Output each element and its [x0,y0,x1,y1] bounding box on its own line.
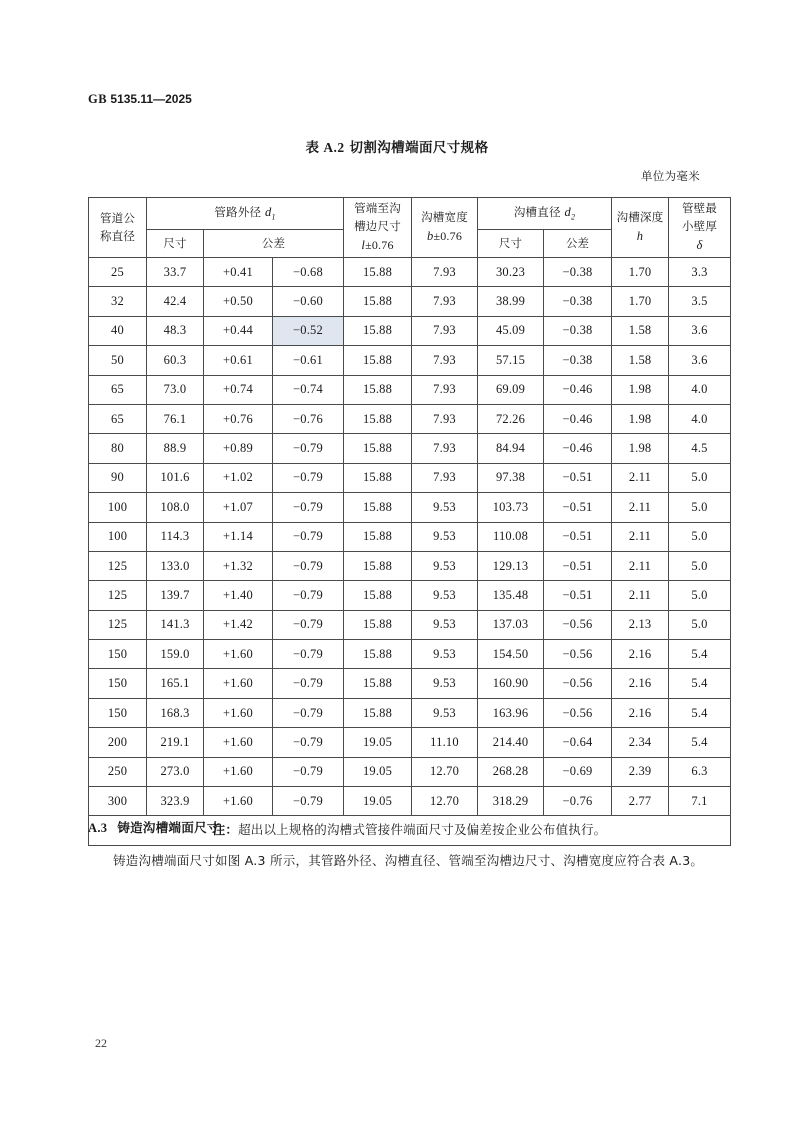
header-groove-depth-line1: 沟槽深度 [616,209,664,224]
cell-end-to-groove: 15.88 [344,669,412,698]
cell-groove-diameter: 38.99 [478,287,544,316]
table-row [89,463,731,492]
cell-groove-depth: 2.77 [612,787,669,816]
cell-groove-diameter: 103.73 [478,493,544,522]
header-groove-width [412,198,478,258]
cell-pipe-od-plus-tolerance: +1.60 [204,728,273,757]
cell-pipe-od-minus-tolerance: −0.79 [273,581,344,610]
header-pipe-od-tolerance: 公差 [204,229,344,257]
groove-width-value: ±0.76 [433,228,463,243]
cell-groove-width: 12.70 [412,757,478,786]
cell-groove-width: 9.53 [412,551,478,580]
cell-groove-depth: 1.70 [612,258,669,287]
cell-pipe-od-minus-tolerance: −0.79 [273,522,344,551]
cell-groove-diameter-tolerance: −0.38 [544,258,612,287]
cell-pipe-od-size: 141.3 [147,610,204,639]
section-title: 铸造沟槽端面尺寸 [117,820,220,835]
cell-groove-depth: 1.98 [612,404,669,433]
header-groove-dia-size: 尺寸 [478,229,544,257]
cell-pipe-od-size: 168.3 [147,698,204,727]
cell-groove-diameter: 84.94 [478,434,544,463]
cell-groove-depth: 2.11 [612,493,669,522]
cell-groove-depth: 2.16 [612,698,669,727]
cell-end-to-groove: 15.88 [344,404,412,433]
cell-min-wall-thickness: 5.0 [669,463,731,492]
header-pipe-od-size: 尺寸 [147,229,204,257]
cell-groove-depth: 1.98 [612,434,669,463]
pipe-od-symbol-char: d [265,205,272,219]
cell-pipe-od-plus-tolerance: +1.40 [204,581,273,610]
table-row [89,258,731,287]
cell-min-wall-thickness: 5.0 [669,551,731,580]
page-number: 22 [95,1036,107,1050]
cell-nominal-diameter: 90 [89,463,147,492]
table-note-label: 注： [212,823,239,838]
cell-groove-diameter: 45.09 [478,316,544,345]
cell-groove-width: 9.53 [412,669,478,698]
cell-pipe-od-size: 273.0 [147,757,204,786]
cell-pipe-od-size: 323.9 [147,787,204,816]
cell-pipe-od-size: 108.0 [147,493,204,522]
cell-groove-width: 7.93 [412,287,478,316]
cell-groove-diameter: 129.13 [478,551,544,580]
cell-pipe-od-minus-tolerance: −0.79 [273,434,344,463]
cell-min-wall-thickness: 3.3 [669,258,731,287]
table-row [89,640,731,669]
cell-nominal-diameter: 100 [89,493,147,522]
cell-groove-diameter: 72.26 [478,404,544,433]
table-row [89,404,731,433]
cell-groove-diameter-tolerance: −0.64 [544,728,612,757]
table-row [89,493,731,522]
cell-end-to-groove: 15.88 [344,375,412,404]
cell-pipe-od-minus-tolerance: −0.79 [273,787,344,816]
cell-end-to-groove: 15.88 [344,610,412,639]
cell-end-to-groove: 15.88 [344,551,412,580]
cell-pipe-od-plus-tolerance: +1.32 [204,551,273,580]
cell-pipe-od-plus-tolerance: +0.74 [204,375,273,404]
table-row [89,287,731,316]
cell-pipe-od-plus-tolerance: +1.60 [204,787,273,816]
cell-end-to-groove: 15.88 [344,434,412,463]
cell-min-wall-thickness: 4.5 [669,434,731,463]
header-groove-depth [612,198,669,258]
cell-pipe-od-minus-tolerance: −0.79 [273,757,344,786]
table-row [89,728,731,757]
cell-groove-diameter-tolerance: −0.56 [544,698,612,727]
cell-end-to-groove: 15.88 [344,287,412,316]
cell-groove-diameter-tolerance: −0.46 [544,434,612,463]
table-row [89,757,731,786]
cell-pipe-od-size: 88.9 [147,434,204,463]
cell-pipe-od-size: 33.7 [147,258,204,287]
end-to-groove-value: ±0.76 [365,237,394,252]
cell-pipe-od-minus-tolerance: −0.68 [273,258,344,287]
groove-dia-symbol-char: d [564,205,571,219]
cell-nominal-diameter: 65 [89,404,147,433]
cell-groove-diameter: 137.03 [478,610,544,639]
cell-end-to-groove: 19.05 [344,757,412,786]
cell-nominal-diameter: 150 [89,669,147,698]
cell-nominal-diameter: 300 [89,787,147,816]
cell-pipe-od-minus-tolerance: −0.79 [273,728,344,757]
end-to-groove-symbol: l [361,237,366,252]
cell-groove-diameter: 69.09 [478,375,544,404]
cell-groove-width: 9.53 [412,640,478,669]
cell-groove-width: 7.93 [412,316,478,345]
cell-groove-depth: 1.98 [612,375,669,404]
cell-pipe-od-minus-tolerance: −0.52 [273,316,344,345]
cell-groove-diameter-tolerance: −0.46 [544,404,612,433]
groove-dimension-table [88,197,731,846]
cell-pipe-od-plus-tolerance: +0.76 [204,404,273,433]
cell-min-wall-thickness: 4.0 [669,404,731,433]
cell-groove-depth: 2.34 [612,728,669,757]
standard-header [88,92,192,107]
cell-pipe-od-minus-tolerance: −0.79 [273,610,344,639]
cell-groove-width: 9.53 [412,698,478,727]
cell-pipe-od-plus-tolerance: +0.41 [204,258,273,287]
cell-pipe-od-size: 139.7 [147,581,204,610]
header-groove-width-line2 [413,227,476,246]
cell-nominal-diameter: 40 [89,316,147,345]
cell-groove-diameter: 135.48 [478,581,544,610]
cell-groove-diameter: 214.40 [478,728,544,757]
header-min-wall-symbol: δ [696,237,703,252]
cell-end-to-groove: 15.88 [344,522,412,551]
cell-groove-diameter: 154.50 [478,640,544,669]
cell-pipe-od-size: 165.1 [147,669,204,698]
cell-min-wall-thickness: 5.4 [669,728,731,757]
cell-pipe-od-plus-tolerance: +1.07 [204,493,273,522]
cell-end-to-groove: 19.05 [344,787,412,816]
header-pipe-od-group-line [148,203,342,224]
cell-min-wall-thickness: 3.6 [669,316,731,345]
cell-groove-diameter: 97.38 [478,463,544,492]
standard-prefix: GB [88,92,108,106]
cell-groove-diameter-tolerance: −0.51 [544,581,612,610]
cell-pipe-od-size: 159.0 [147,640,204,669]
header-end-to-groove [344,198,412,258]
header-groove-dia-group [478,198,612,230]
cell-nominal-diameter: 50 [89,346,147,375]
table-row [89,698,731,727]
cell-groove-width: 11.10 [412,728,478,757]
cell-pipe-od-minus-tolerance: −0.79 [273,640,344,669]
cell-pipe-od-minus-tolerance: −0.79 [273,551,344,580]
table-row [89,610,731,639]
table-header [89,198,731,258]
cell-nominal-diameter: 250 [89,757,147,786]
cell-nominal-diameter: 150 [89,698,147,727]
cell-nominal-diameter: 125 [89,551,147,580]
table-row [89,787,731,816]
cell-pipe-od-plus-tolerance: +1.42 [204,610,273,639]
cell-pipe-od-minus-tolerance: −0.79 [273,698,344,727]
table-body [89,258,731,846]
cell-nominal-diameter: 150 [89,640,147,669]
cell-groove-depth: 2.11 [612,581,669,610]
cell-groove-depth: 2.11 [612,522,669,551]
cell-groove-diameter-tolerance: −0.56 [544,669,612,698]
cell-groove-diameter-tolerance: −0.38 [544,287,612,316]
table-row [89,375,731,404]
cell-groove-width: 12.70 [412,787,478,816]
pipe-od-subscript: 1 [271,212,276,222]
cell-min-wall-thickness: 5.0 [669,581,731,610]
cell-groove-width: 9.53 [412,522,478,551]
header-groove-depth-symbol: h [636,228,644,243]
cell-min-wall-thickness: 3.6 [669,346,731,375]
cell-pipe-od-plus-tolerance: +1.02 [204,463,273,492]
section-number: A.3 [88,821,108,835]
cell-groove-diameter: 318.29 [478,787,544,816]
header-groove-dia-group-line [479,203,610,224]
header-end-to-groove-line3 [345,236,410,255]
cell-groove-diameter: 160.90 [478,669,544,698]
table-row [89,669,731,698]
cell-pipe-od-plus-tolerance: +1.14 [204,522,273,551]
cell-end-to-groove: 15.88 [344,581,412,610]
header-pipe-od-text: 管路外径 [214,205,262,219]
table-note-text: 超出以上规格的沟槽式管接件端面尺寸及偏差按企业公布值执行。 [238,823,607,838]
cell-pipe-od-size: 133.0 [147,551,204,580]
cell-pipe-od-size: 219.1 [147,728,204,757]
cell-groove-diameter-tolerance: −0.38 [544,316,612,345]
cell-min-wall-thickness: 5.4 [669,640,731,669]
cell-groove-depth: 2.11 [612,551,669,580]
cell-min-wall-thickness: 4.0 [669,375,731,404]
cell-groove-diameter-tolerance: −0.51 [544,463,612,492]
cell-pipe-od-plus-tolerance: +1.60 [204,640,273,669]
cell-pipe-od-size: 101.6 [147,463,204,492]
cell-groove-diameter: 57.15 [478,346,544,375]
cell-groove-width: 7.93 [412,346,478,375]
cell-pipe-od-minus-tolerance: −0.74 [273,375,344,404]
cell-groove-depth: 2.11 [612,463,669,492]
header-min-wall-line1: 管壁最 [681,201,718,215]
header-groove-dia-tolerance: 公差 [544,229,612,257]
cell-groove-diameter-tolerance: −0.51 [544,551,612,580]
cell-groove-width: 7.93 [412,375,478,404]
cell-min-wall-thickness: 6.3 [669,757,731,786]
cell-nominal-diameter: 125 [89,581,147,610]
groove-width-symbol: b [426,228,434,243]
cell-groove-depth: 2.16 [612,640,669,669]
cell-groove-width: 7.93 [412,463,478,492]
cell-groove-depth: 1.58 [612,346,669,375]
cell-groove-width: 9.53 [412,610,478,639]
cell-min-wall-thickness: 5.0 [669,522,731,551]
cell-pipe-od-size: 60.3 [147,346,204,375]
header-nominal-diameter-line2: 称直径 [99,228,136,243]
cell-nominal-diameter: 200 [89,728,147,757]
cell-groove-diameter-tolerance: −0.46 [544,375,612,404]
table-row [89,346,731,375]
cell-pipe-od-size: 48.3 [147,316,204,345]
cell-nominal-diameter: 65 [89,375,147,404]
cell-groove-depth: 2.13 [612,610,669,639]
table-row [89,316,731,345]
cell-pipe-od-size: 114.3 [147,522,204,551]
table-row [89,434,731,463]
cell-groove-width: 9.53 [412,493,478,522]
cell-groove-diameter-tolerance: −0.51 [544,522,612,551]
cell-groove-diameter: 110.08 [478,522,544,551]
cell-min-wall-thickness: 7.1 [669,787,731,816]
unit-note: 单位为毫米 [641,169,700,183]
cell-groove-depth: 2.39 [612,757,669,786]
cell-pipe-od-plus-tolerance: +0.61 [204,346,273,375]
cell-groove-diameter-tolerance: −0.69 [544,757,612,786]
cell-groove-diameter-tolerance: −0.51 [544,493,612,522]
table-row [89,522,731,551]
table-caption [0,136,794,156]
cell-min-wall-thickness: 5.0 [669,610,731,639]
cell-pipe-od-plus-tolerance: +0.44 [204,316,273,345]
cell-min-wall-thickness: 5.0 [669,493,731,522]
standard-number: 5135.11—2025 [110,92,192,106]
cell-pipe-od-minus-tolerance: −0.61 [273,346,344,375]
cell-min-wall-thickness: 3.5 [669,287,731,316]
cell-groove-width: 9.53 [412,581,478,610]
header-min-wall [669,198,731,258]
cell-pipe-od-minus-tolerance: −0.79 [273,493,344,522]
table-caption-label: 表 [305,140,320,156]
cell-pipe-od-plus-tolerance: +1.60 [204,669,273,698]
section-heading-a3 [88,818,220,836]
cell-nominal-diameter: 100 [89,522,147,551]
cell-groove-diameter: 163.96 [478,698,544,727]
header-pipe-od-symbol [265,205,276,222]
cell-end-to-groove: 15.88 [344,463,412,492]
table-caption-number: A.2 [323,140,345,155]
cell-groove-diameter-tolerance: −0.56 [544,610,612,639]
cell-pipe-od-minus-tolerance: −0.76 [273,404,344,433]
header-end-to-groove-line1: 管端至沟 [354,201,401,215]
cell-nominal-diameter: 25 [89,258,147,287]
cell-nominal-diameter: 32 [89,287,147,316]
header-nominal-diameter-line1: 管道公 [99,210,136,225]
cell-end-to-groove: 15.88 [344,493,412,522]
table-row [89,581,731,610]
header-groove-dia-symbol [564,205,576,222]
cell-pipe-od-plus-tolerance: +1.60 [204,757,273,786]
cell-groove-diameter-tolerance: −0.76 [544,787,612,816]
cell-pipe-od-minus-tolerance: −0.79 [273,669,344,698]
cell-end-to-groove: 15.88 [344,346,412,375]
cell-pipe-od-plus-tolerance: +1.60 [204,698,273,727]
cell-groove-width: 7.93 [412,258,478,287]
cell-pipe-od-size: 42.4 [147,287,204,316]
groove-dia-subscript: 2 [570,212,576,222]
cell-end-to-groove: 19.05 [344,728,412,757]
table-row [89,551,731,580]
header-groove-dia-text: 沟槽直径 [513,205,561,219]
cell-pipe-od-size: 76.1 [147,404,204,433]
cell-min-wall-thickness: 5.4 [669,669,731,698]
cell-groove-diameter-tolerance: −0.38 [544,346,612,375]
cell-pipe-od-size: 73.0 [147,375,204,404]
cell-pipe-od-minus-tolerance: −0.60 [273,287,344,316]
header-row-top [89,198,731,230]
cell-pipe-od-plus-tolerance: +0.50 [204,287,273,316]
cell-groove-width: 7.93 [412,434,478,463]
table-caption-text: 切割沟槽端面尺寸规格 [349,140,489,156]
cell-end-to-groove: 15.88 [344,698,412,727]
cell-groove-depth: 2.16 [612,669,669,698]
cell-groove-depth: 1.58 [612,316,669,345]
cell-nominal-diameter: 125 [89,610,147,639]
header-end-to-groove-line2: 槽边尺寸 [354,218,401,233]
cell-groove-width: 7.93 [412,404,478,433]
cell-nominal-diameter: 80 [89,434,147,463]
cell-groove-diameter: 30.23 [478,258,544,287]
cell-end-to-groove: 15.88 [344,316,412,345]
header-min-wall-line2: 小壁厚 [681,218,718,233]
cell-groove-diameter: 268.28 [478,757,544,786]
header-pipe-od-group [147,198,344,230]
header-groove-width-line1: 沟槽宽度 [421,209,468,224]
cell-end-to-groove: 15.88 [344,640,412,669]
cell-groove-depth: 1.70 [612,287,669,316]
header-nominal-diameter [89,198,147,258]
spec-table-container [88,197,718,846]
section-paragraph: 铸造沟槽端面尺寸如图 A.3 所示，其管路外径、沟槽直径、管端至沟槽边尺寸、沟槽宽度应符合表 A.3。 [113,853,704,868]
cell-groove-diameter-tolerance: −0.56 [544,640,612,669]
cell-pipe-od-plus-tolerance: +0.89 [204,434,273,463]
cell-min-wall-thickness: 5.4 [669,698,731,727]
cell-pipe-od-minus-tolerance: −0.79 [273,463,344,492]
cell-end-to-groove: 15.88 [344,258,412,287]
